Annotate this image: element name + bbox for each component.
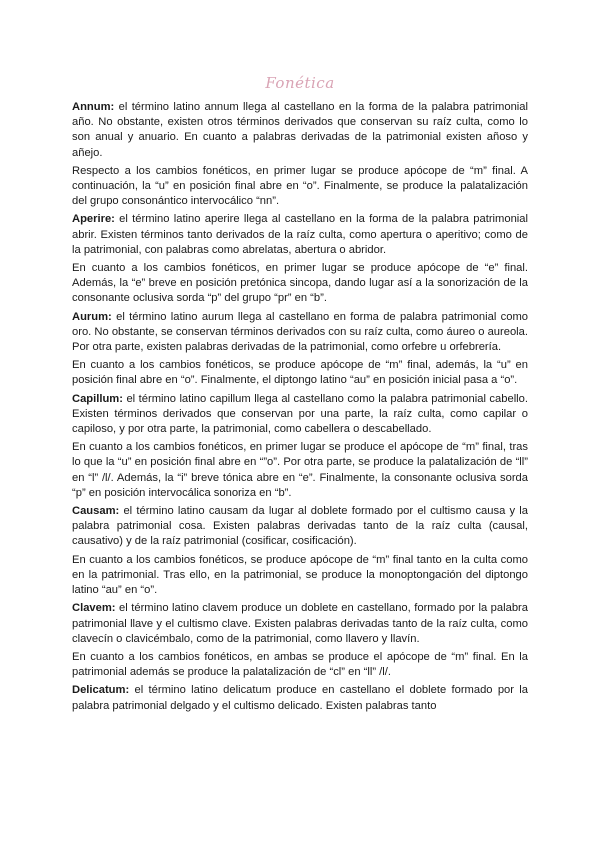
entry-phonetics: En cuanto a los cambios fonéticos, en primer lugar se produce el apócope de “m” final, tras lo que la “u” en posición final abre en “”o”. Por otra parte, se produce la palatalización de “ll” en “l” /l/. Además, la “i” breve tónica abre en “e”. Finalmente, la consonante oclusiva sorda “p” en posición intervocálica sonoriza en “b”. — [72, 441, 528, 499]
entries-list — [72, 100, 528, 714]
entry-phonetics: Respecto a los cambios fonéticos, en primer lugar se produce apócope de “m” final. A continuación, la “u” en posición final abre en “o”. Finalmente, se produce la palatalización del grupo consonántico intervocálico “nn”. — [72, 164, 528, 208]
entry-definition-text: el término latino delicatum produce en castellano el doblete formado por la palabra patrimonial delgado y el cultismo delicado. Existen palabras tanto — [72, 684, 528, 712]
entry-definition — [72, 683, 528, 713]
entry-definition — [72, 392, 528, 438]
entry-definition-text: el término latino annum llega al castellano en la forma de la palabra patrimonial año. No obstante, existen otros términos derivados que conservan su raíz culta, como lo son anual y anuario. En cuanto a palabras derivadas de la patrimonial existen añoso y añejo. — [72, 101, 528, 159]
entry-definition — [72, 212, 528, 258]
page-title: Fonética — [265, 74, 335, 92]
entry-term: Aurum: — [72, 310, 112, 323]
entry-phonetics: En cuanto a los cambios fonéticos, se produce apócope de “m” final, además, la “u” en posición final abre en “o”. Finalmente, el diptongo latino “au” en posición inicial pasa a “o”. — [72, 359, 528, 387]
entry-definition-text: el término latino causam da lugar al doblete formado por el cultismo causa y la palabra patrimonial cosa. Existen palabras derivadas tanto de la raíz culta (causal, causativo) y de la raíz patrimonial (cosificar, cosificación). — [72, 505, 528, 548]
entry-phonetics: En cuanto a los cambios fonéticos, en ambas se produce el apócope de “m” final. En la patrimonial además se produce la palatalización de “cl” en “ll” /l/. — [72, 650, 528, 679]
entry-definition-text: el término latino clavem produce un doblete en castellano, formado por la palabra patrimonial llave y el cultismo clave. Existen palabras derivadas tanto de la raíz culta, como clavecín o clavicémbalo, como de la patrimonial, como llavero y llavín. — [72, 602, 528, 645]
entry-definition — [72, 100, 528, 161]
entry-term: Delicatum: — [72, 684, 130, 697]
entry-definition — [72, 310, 528, 356]
entry-term: Aperire: — [72, 213, 115, 226]
entry-definition — [72, 504, 528, 550]
entry-definition-text: el término latino aperire llega al castellano en la forma de la palabra patrimonial abrir. Existen términos tanto derivados de la raíz culta, como apertura o aperitivo; como de la patrimonial, con palabras como abrelatas, abertura o abridor. — [72, 213, 528, 256]
entry-definition — [72, 601, 528, 647]
entry-term: Clavem: — [72, 602, 116, 615]
entry-definition-text: el término latino aurum llega al castellano en forma de palabra patrimonial como oro. No obstante, se conservan términos derivados con su raíz culta, como áureo o aureola. Por otra parte, existen palabras derivadas de la patrimonial, como orfebre u orfebrería. — [72, 310, 528, 354]
entry-definition-text: el término latino capillum llega al castellano como la palabra patrimonial cabello. Existen términos derivados que conservan por una parte, la raíz culta, como capilar o capiloso, y por otra parte, la patrimonial, como cabellera o descabellado. — [72, 392, 528, 436]
entry-term: Causam: — [72, 505, 120, 518]
entry-term: Capillum: — [72, 392, 123, 405]
entry-phonetics: En cuanto a los cambios fonéticos, en primer lugar se produce apócope de “e” final. Además, la “e” breve en posición pretónica sincopa, dando lugar así a la sonorización de la consonante oclusiva sorda “p” del grupo “pr” en “b”. — [72, 262, 528, 305]
entry-term: Annum: — [72, 101, 115, 113]
entry-phonetics: En cuanto a los cambios fonéticos, se produce apócope de “m” final tanto en la culta como en la patrimonial. Tras ello, en la patrimonial, se produce la monoptongación del diptongo latino “au” en “o”. — [72, 553, 528, 597]
